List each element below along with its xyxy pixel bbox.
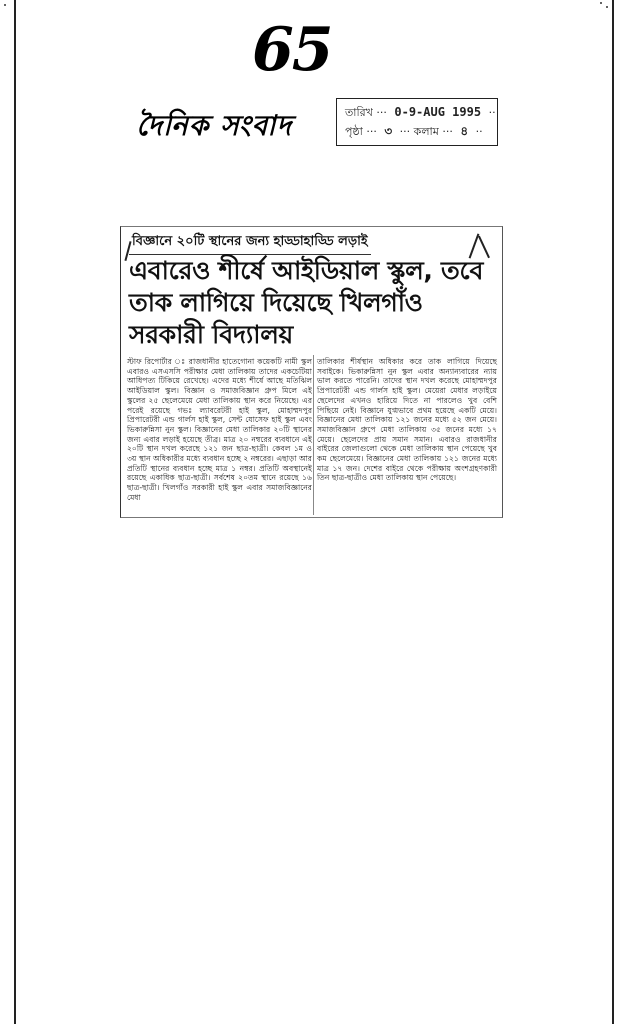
article-kicker: বিজ্ঞানে ২০টি স্থানের জন্য হাড্ডাহাড্ডি লড়াই bbox=[129, 231, 371, 255]
stamp-column-value: ৪ bbox=[460, 124, 469, 138]
stamp-date-row: তারিখ ··· 0-9-AUG 1995 ·· bbox=[345, 105, 496, 119]
article-column-2: তালিকার শীর্ষস্থান অধিকার করে তাক লাগিয়ে দিয়েছে সবাইকে। ভিকারুন্নিসা নুন স্কুল এবার অন্যান্যবারের ন্যায় ভাল করতে পারেনি। তাদের স্থান দখল করেছে মোহাম্মদপুর প্রিপারেটরী এন্ড গার্লস হাই স্কুল। মেয়েরা মেধার লড়াইয়ে ছেলেদের এখনও হারিয়ে দিতে না পারলেও খুব বেশি পিছিয়ে নেই। বিজ্ঞানে যুগ্মভাবে প্রথম হয়েছে একটি মেয়ে। বিজ্ঞানের মেধা তালিকায় ১২১ জনের মধ্যে ৫২ জন মেয়ে। সমাজবিজ্ঞান গ্রুপে মেধা তালিকায় ৩৫ জনের মধ্যে ১৭ মেয়ে। ছেলেদের প্রায় সমান সমান। এবারও রাজধানীর বাইরের জেলাগুলো থেকে মেধা তালিকায় স্থান পেয়েছে খুব কম ছেলেমেয়ে। বিজ্ঞানের মেধা তালিকায় ১২১ জনের মধ্যে মাত্র ১৭ জন। দেশের বাইরে থেকে পরীক্ষায় অংশগ্রহণকারী তিন ছাত্র-ছাত্রীও মেধা তালিকায় স্থান পেয়েছে। bbox=[317, 357, 497, 483]
handwritten-page-number: 65 bbox=[252, 15, 332, 85]
scan-speck bbox=[4, 4, 6, 6]
clipping-stamp bbox=[336, 98, 498, 146]
stamp-date-value: 0-9-AUG 1995 bbox=[394, 105, 482, 119]
column-divider bbox=[313, 355, 314, 515]
stamp-page-row: পৃষ্ঠা ··· ৩ ··· কলাম ··· ৪ ·· bbox=[345, 124, 483, 138]
newspaper-masthead: দৈনিক সংবাদ bbox=[136, 109, 293, 142]
article-headline: এবারেও শীর্ষে আইডিয়াল স্কুল, তবে তাক লাগিয়ে দিয়েছে খিলগাঁও সরকারী বিদ্যালয় bbox=[129, 256, 484, 349]
stamp-page-value: ৩ bbox=[384, 124, 393, 138]
scan-speck bbox=[600, 2, 602, 4]
scan-speck bbox=[606, 6, 608, 8]
news-clipping bbox=[120, 226, 503, 518]
stamp-date-label: তারিখ bbox=[345, 106, 373, 119]
stamp-page-label: পৃষ্ঠা bbox=[345, 125, 363, 138]
article-column-1: স্টাফ রিপোর্টার ঃ রাজধানীর হাতেগোনা কয়েকটি নামী স্কুল এবারও এসএসসি পরীক্ষার মেধা তালিকায় তাদের একচেটিয়া আধিপত্য টিকিয়ে রেখেছে। এদের মধ্যে শীর্ষে আছে মতিঝিল আইডিয়াল স্কুল। বিজ্ঞান ও সমাজবিজ্ঞান গ্রুপ মিলে এই স্কুলের ২৫ ছেলেমেয়ে মেধা তালিকায় স্থান করে নিয়েছে। এর পরেই রয়েছে গভঃ ল্যাবরেটরী হাই স্কুল, মোহাম্মদপুর প্রিপারেটরী এন্ড গার্লস হাই স্কুল, সেন্ট যোসেফ হাই স্কুল এবং ভিকারুন্নিসা নুন স্কুল। বিজ্ঞানের মেধা তালিকার ২০টি স্থানের জন্য এবার লড়াই হয়েছে তীব্র। মাত্র ২০ নম্বরের ব্যবধানে এই ২০টি স্থান দখল করেছে ১২১ জন ছাত্র-ছাত্রী। কেবল ১ম ও ৩য় স্থান অধিকারীর মধ্যে ব্যবধান হচ্ছে ২ নম্বরের। এছাড়া আর প্রতিটি স্থানের ব্যবধান হচ্ছে মাত্র ১ নম্বর। প্রতিটি অবস্থানেই রয়েছে একাধিক ছাত্র-ছাত্রী। সর্বশেষ ২০তম স্থানে রয়েছে ১৬ ছাত্র-ছাত্রী। খিলগাঁও সরকারী হাই স্কুল এবার সমাজবিজ্ঞানের মেধা bbox=[127, 357, 312, 502]
stamp-column-label: কলাম bbox=[413, 125, 439, 138]
